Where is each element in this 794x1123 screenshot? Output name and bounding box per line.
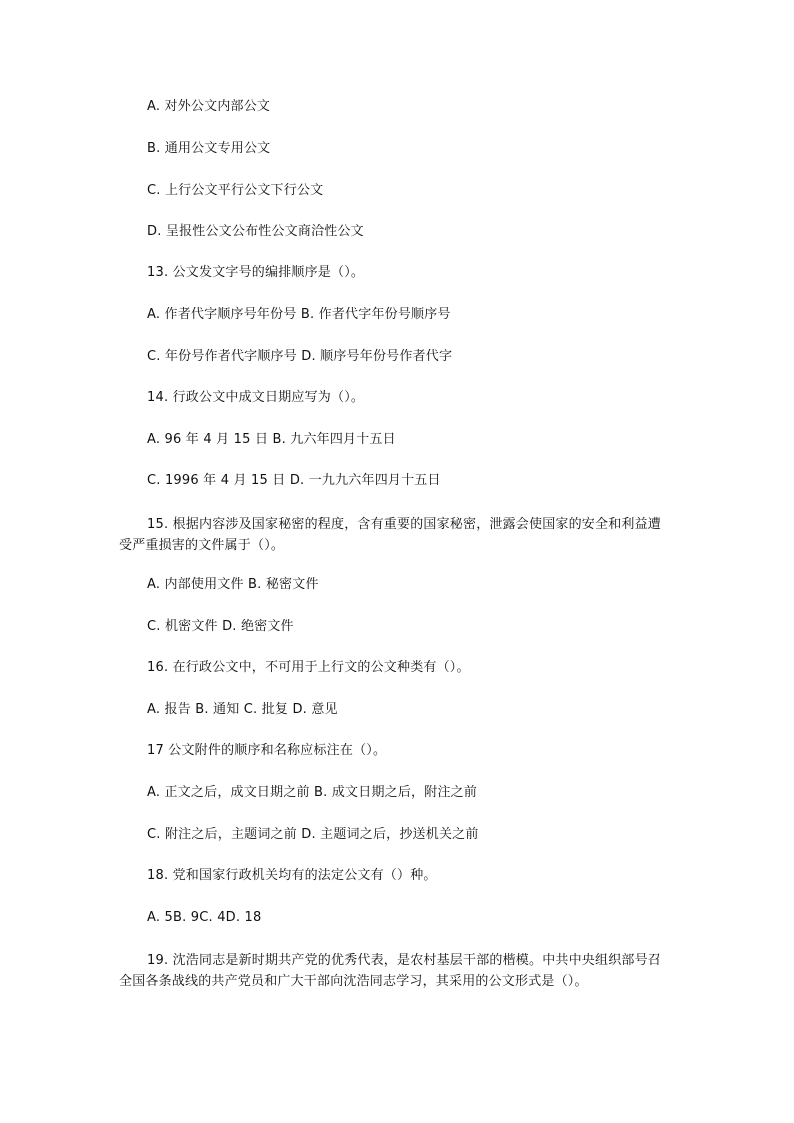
question-18-options: A. 5B. 9C. 4D. 18	[147, 910, 262, 925]
question-17-options-cd: C. 附注之后，主题词之前 D. 主题词之后，抄送机关之前	[147, 827, 479, 842]
question-18: 18. 党和国家行政机关均有的法定公文有（）种。	[147, 868, 437, 883]
question-16: 16. 在行政公文中，不可用于上行文的公文种类有（）。	[147, 660, 470, 675]
question-15: 15. 根据内容涉及国家秘密的程度，含有重要的国家秘密，泄露会使国家的安全和利益遭受严重损害的文件属于（）。	[119, 517, 662, 553]
question-16-options: A. 报告 B. 通知 C. 批复 D. 意见	[147, 702, 338, 717]
question-13-options-cd: C. 年份号作者代字顺序号 D. 顺序号年份号作者代字	[147, 349, 453, 364]
question-17-options-ab: A. 正文之后，成文日期之前 B. 成文日期之后，附注之前	[147, 785, 478, 800]
question-13: 13. 公文发文字号的编排顺序是（）。	[147, 265, 365, 280]
option-a-line: A. 对外公文内部公文	[147, 99, 271, 114]
question-14-options-cd: C. 1996 年 4 月 15 日 D. 一九九六年四月十五日	[147, 473, 441, 488]
question-13-options-ab: A. 作者代字顺序号年份号 B. 作者代字年份号顺序号	[147, 307, 451, 322]
question-19: 19. 沈浩同志是新时期共产党的优秀代表，是农村基层干部的楷模。中共中央组织部号召全国各条战线的共产党员和广大干部向沈浩同志学习，其采用的公文形式是（）。	[119, 953, 662, 989]
question-15-options-ab: A. 内部使用文件 B. 秘密文件	[147, 577, 319, 592]
question-14: 14. 行政公文中成文日期应写为（）。	[147, 390, 365, 405]
question-17: 17 公文附件的顺序和名称应标注在（）。	[147, 743, 387, 758]
option-c-line: C. 上行公文平行公文下行公文	[147, 183, 324, 198]
question-14-options-ab: A. 96 年 4 月 15 日 B. 九六年四月十五日	[147, 432, 396, 447]
option-d-line: D. 呈报性公文公布性公文商洽性公文	[147, 224, 364, 239]
option-b-line: B. 通用公文专用公文	[147, 141, 271, 156]
question-15-options-cd: C. 机密文件 D. 绝密文件	[147, 619, 294, 634]
